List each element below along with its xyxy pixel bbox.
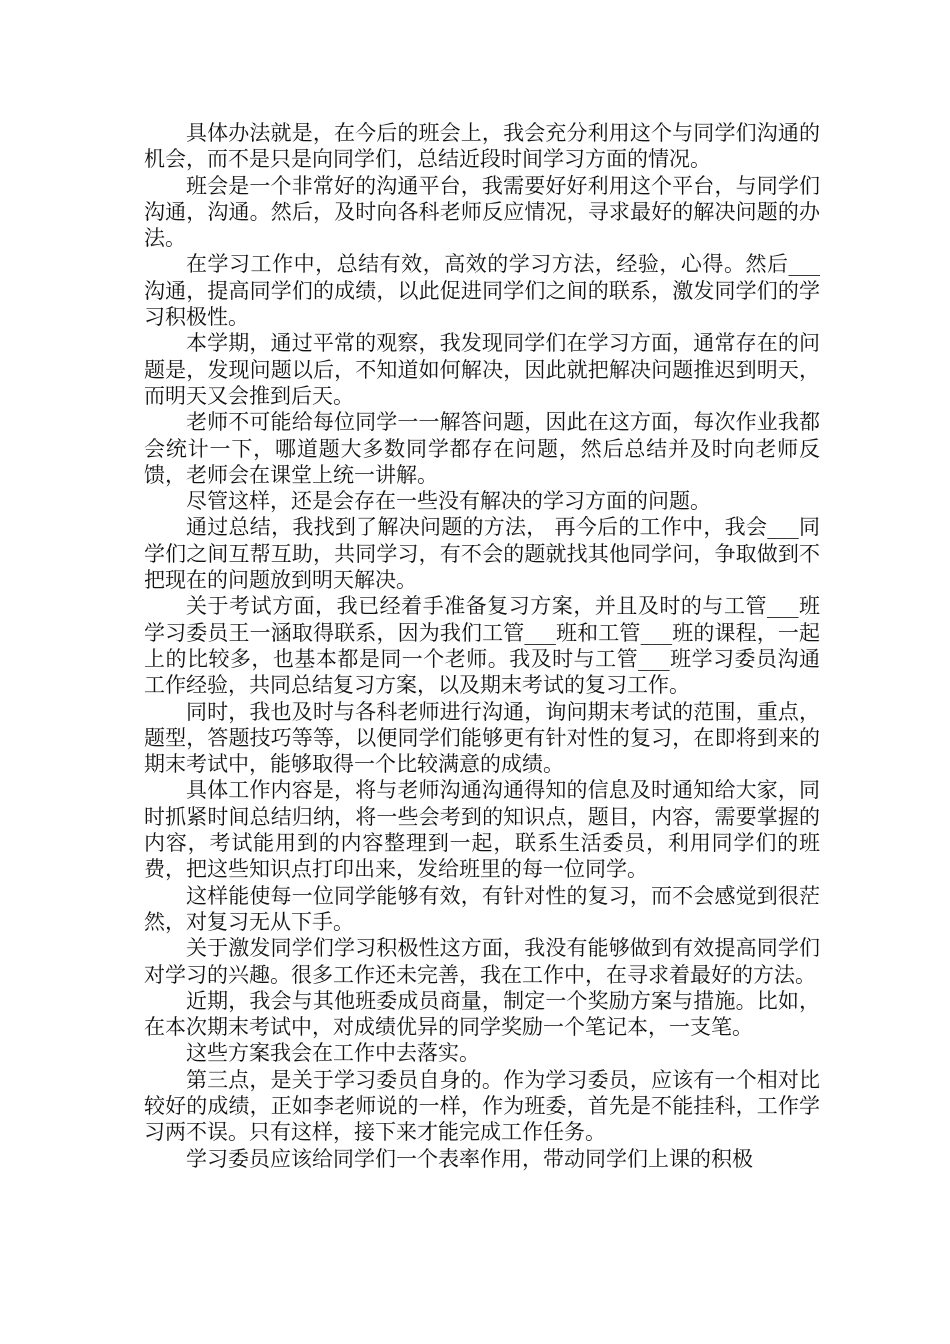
- paragraph-7: 通过总结，我找到了解决问题的方法， 再今后的工作中，我会___同学们之间互帮互助，共同学习，有不会的题就找其他同学问，争取做到不把现在的问题放到明天解决。: [144, 515, 820, 593]
- paragraph-2: 班会是一个非常好的沟通平台，我需要好好利用这个平台，与同学们沟通，沟通。然后，及时向各科老师反应情况，寻求最好的解决问题的办法。: [144, 173, 820, 251]
- paragraph-10: 具体工作内容是，将与老师沟通沟通得知的信息及时通知给大家，同时抓紧时间总结归纳，将一些会考到的知识点，题目，内容，需要掌握的内容，考试能用到的内容整理到一起，联系生活委员，利用同学们的班费，把这些知识点打印出来，发给班里的每一位同学。: [144, 778, 820, 882]
- document-body: [144, 120, 820, 1172]
- paragraph-15: 第三点，是关于学习委员自身的。作为学习委员，应该有一个相对比较好的成绩，正如李老师说的一样，作为班委，首先是不能挂科，工作学习两不误。只有这样，接下来才能完成工作任务。: [144, 1067, 820, 1145]
- paragraph-5: 老师不可能给每位同学一一解答问题，因此在这方面，每次作业我都会统计一下，哪道题大多数同学都存在问题，然后总结并及时向老师反馈，老师会在课堂上统一讲解。: [144, 410, 820, 487]
- paragraph-16: 学习委员应该给同学们一个表率作用，带动同学们上课的积极: [186, 1146, 753, 1171]
- paragraph-14: 这些方案我会在工作中去落实。: [186, 1041, 480, 1066]
- paragraph-6: 尽管这样，还是会存在一些没有解决的学习方面的问题。: [186, 489, 711, 514]
- paragraph-8: 关于考试方面，我已经着手准备复习方案，并且及时的与工管___班学习委员王一涵取得联系，因为我们工管___班和工管___班的课程，一起上的比较多，也基本都是同一个老师。我及时与工管___班学习委员沟通工作经验，共同总结复习方案，以及期末考试的复习工作。: [144, 594, 820, 698]
- paragraph-9: 同时，我也及时与各科老师进行沟通，询问期末考试的范围，重点，题型，答题技巧等等，以便同学们能够更有针对性的复习，在即将到来的期末考试中，能够取得一个比较满意的成绩。: [144, 699, 820, 777]
- paragraph-4: 本学期，通过平常的观察，我发现同学们在学习方面，通常存在的问题是，发现问题以后，不知道如何解决，因此就把解决问题推迟到明天，而明天又会推到后天。: [144, 331, 820, 408]
- paragraph-3: 在学习工作中，总结有效，高效的学习方法，经验，心得。然后___沟通，提高同学们的成绩，以此促进同学们之间的联系，激发同学们的学习积极性。: [144, 252, 820, 330]
- paragraph-13: 近期，我会与其他班委成员商量，制定一个奖励方案与措施。比如，在本次期末考试中，对成绩优异的同学奖励一个笔记本，一支笔。: [144, 988, 820, 1040]
- paragraph-11: 这样能使每一位同学能够有效，有针对性的复习，而不会感觉到很茫然，对复习无从下手。: [144, 883, 820, 934]
- paragraph-12: 关于激发同学们学习积极性这方面，我没有能够做到有效提高同学们对学习的兴趣。很多工作还未完善，我在工作中，在寻求着最好的方法。: [144, 936, 820, 987]
- paragraph-1: 具体办法就是，在今后的班会上，我会充分利用这个与同学们沟通的机会，而不是只是向同学们，总结近段时间学习方面的情况。: [144, 121, 820, 172]
